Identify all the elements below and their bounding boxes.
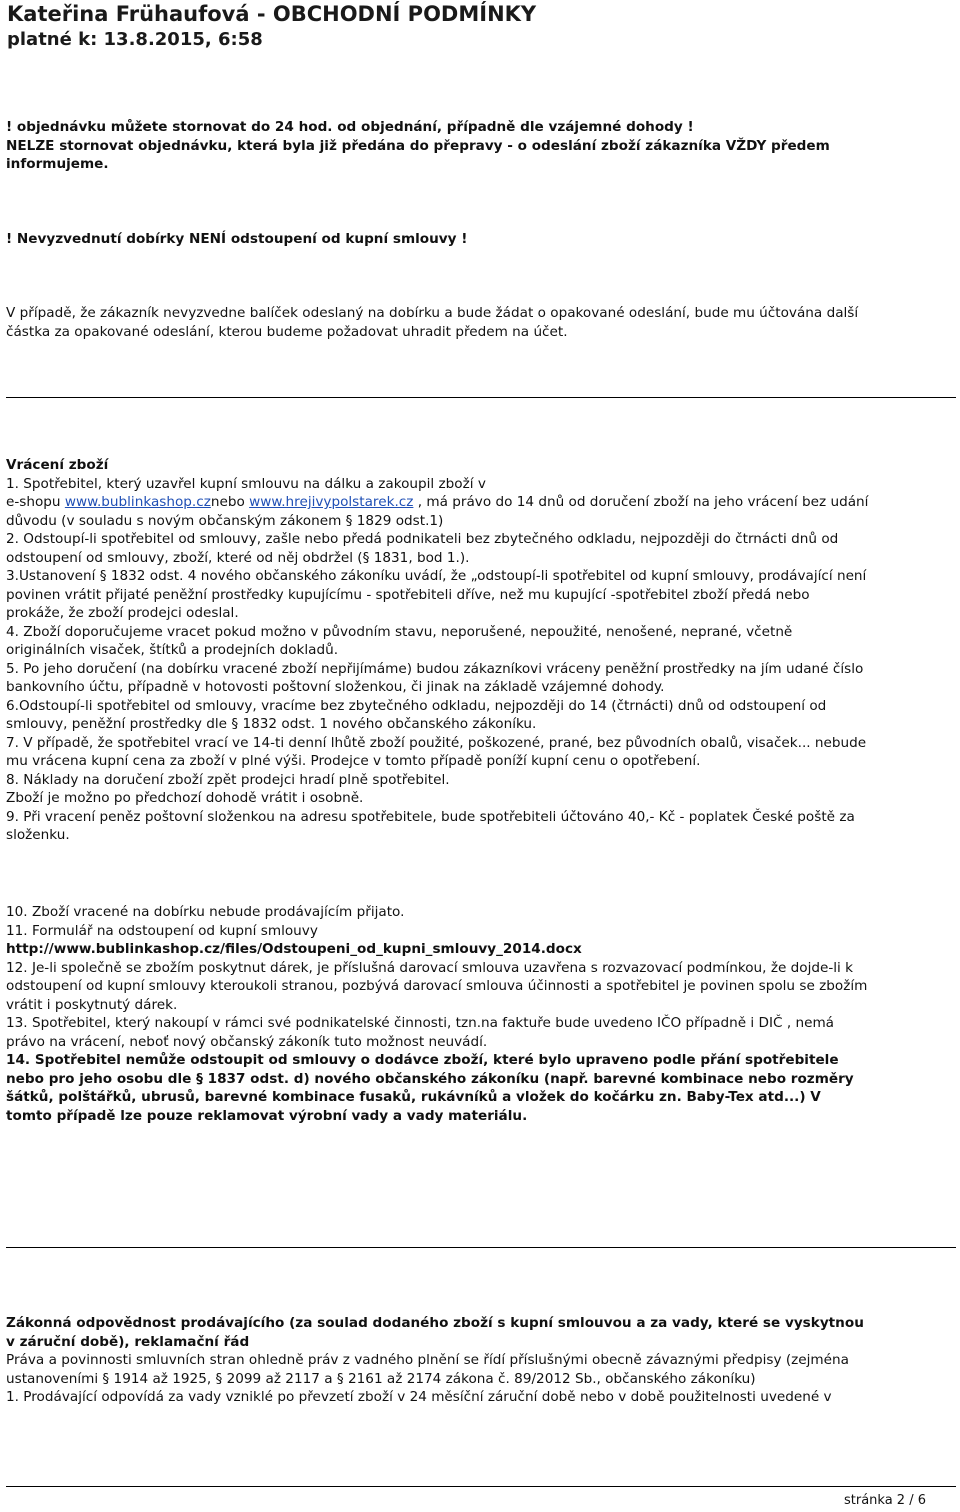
returns-line-links bbox=[6, 493, 956, 512]
page-number: stránka 2 / 6 bbox=[843, 1493, 926, 1508]
liability-heading: Zákonná odpovědnost prodávajícího (za soulad dodaného zboží s kupní smlouvou a za vady, které se vyskytnou bbox=[6, 1315, 864, 1331]
cod-paragraph-line: V případě, že zákazník nevyzvedne balíček odeslaný na dobírku a bude žádat o opakované odeslání, bude mu účtována další bbox=[6, 305, 859, 321]
returns-bold-line: tomto případě lze pouze reklamovat výrobní vady a vady materiálu. bbox=[6, 1107, 528, 1124]
returns-line: 9. Při vracení peněz poštovní složenkou na adresu spotřebitele, bude spotřebiteli účtováno 40,- Kč - poplatek České poště za bbox=[6, 808, 855, 825]
cod-notice bbox=[6, 230, 956, 249]
returns-line: 13. Spotřebitel, který nakoupí v rámci své podnikatelské činnosti, tzn.na faktuře bude uvedeno IČO případně i DIČ , nemá bbox=[6, 1015, 835, 1031]
returns-line: 10. Zboží vracené na dobírku nebude prodávajícím přijato. bbox=[6, 904, 405, 920]
returns-line: originálních visaček, štítků a prodejních dokladů. bbox=[6, 642, 339, 658]
section-divider bbox=[6, 1247, 956, 1248]
returns-bold-line: 14. Spotřebitel nemůže odstoupit od smlouvy o dodávce zboží, které bylo upraveno podle přání spotřebitele bbox=[6, 1052, 839, 1068]
returns-heading: Vrácení zboží bbox=[6, 457, 109, 473]
liability-line: Práva a povinnosti smluvních stran ohledně práv z vadného plnění se řídí příslušnými obecně závaznými předpisy (zejména bbox=[6, 1352, 849, 1368]
returns-line: Zboží je možno po předchozí dohodě vrátit i osobně. bbox=[6, 790, 364, 806]
bublinkashop-link[interactable]: www.bublinkashop.cz bbox=[64, 494, 211, 510]
returns-line: složenku. bbox=[6, 827, 70, 843]
cancellation-line: NELZE stornovat objednávku, která byla již předána do přepravy - o odeslání zboží zákazníka VŽDY předem bbox=[6, 137, 830, 154]
returns-bold-line: šátků, polštářků, ubrusů, barevné kombinace fusaků, rukávníků a vložek do kočárku zn. Baby-Tex atd...) V bbox=[6, 1089, 821, 1105]
returns-text: e-shopu bbox=[6, 494, 65, 510]
liability-line: 1. Prodávající odpovídá za vady vzniklé po převzetí zboží v 24 měsíční záruční době nebo v době použitelnosti uvedené v bbox=[6, 1389, 832, 1405]
returns-line: bankovního účtu, případně v hotovosti poštovní složenkou, či jinak na základě vzájemné dohody. bbox=[6, 679, 665, 695]
returns-text: nebo bbox=[210, 494, 250, 510]
returns-line: mu vrácena kupní cena za zboží v plné výši. Prodejce v tomto případě poníží kupní cenu o opotřebení. bbox=[6, 753, 701, 769]
returns-section bbox=[6, 456, 956, 845]
section-divider bbox=[6, 397, 956, 398]
returns-line: důvodu (v souladu s novým občanským zákonem § 1829 odst.1) bbox=[6, 512, 444, 529]
returns-line: 12. Je-li společně se zbožím poskytnut dárek, je příslušná darovací smlouva uzavřena s rozvazovací podmínkou, že dojde-li k bbox=[6, 959, 853, 976]
returns-line: odstoupení od kupní smlouvy kteroukoli stranou, pozbývá darovací smlouva účinnosti a spotřebitel je povinen spolu se zbožím bbox=[6, 978, 868, 994]
returns-line: 4. Zboží doporučujeme vracet pokud možno v původním stavu, neporušené, nepoužité, nenošené, neprané, včetně bbox=[6, 623, 793, 640]
returns-line: povinen vrátit přijaté peněžní prostředky kupujícímu - spotřebiteli dříve, než mu kupující -spotřebitel zboží předá nebo bbox=[6, 586, 810, 603]
footer-divider bbox=[6, 1486, 956, 1487]
returns-line: prokáže, že zboží prodejci odeslal. bbox=[6, 605, 239, 621]
returns-line: odstoupení od smlouvy, zboží, které od něj obdržel (§ 1831, bod 1.). bbox=[6, 549, 470, 566]
returns-line: 1. Spotřebitel, který uzavřel kupní smlouvu na dálku a zakoupil zboží v bbox=[6, 475, 486, 492]
returns-line: 7. V případě, že spotřebitel vrací ve 14-ti denní lhůtě zboží použité, poškozené, prané, bez původních obalů, visaček... nebude bbox=[6, 734, 867, 751]
hrejivypolstarek-link[interactable]: www.hrejivypolstarek.cz bbox=[249, 494, 414, 510]
returns-line: 5. Po jeho doručení (na dobírku vracené zboží nepřijímáme) budou zákazníkovi vráceny peněžní prostředky na jím udané číslo bbox=[6, 660, 864, 677]
cancellation-line: ! objednávku můžete stornovat do 24 hod. od objednání, případně dle vzájemné dohody ! bbox=[6, 119, 694, 135]
withdrawal-form-url: http://www.bublinkashop.cz/files/Odstoupeni_od_kupni_smlouvy_2014.docx bbox=[6, 941, 582, 957]
returns-line: 2. Odstoupí-li spotřebitel od smlouvy, zašle nebo předá podnikateli bez zbytečného odkladu, nejpozději do čtrnácti dnů od bbox=[6, 531, 839, 547]
returns-section-continued bbox=[6, 903, 956, 1125]
returns-line: 8. Náklady na doručení zboží zpět prodejci hradí plně spotřebitel. bbox=[6, 771, 450, 788]
returns-line: 3.Ustanovení § 1832 odst. 4 nového občanského zákoníku uvádí, že „odstoupí-li spotřebitel od kupní smlouvy, prodávající není bbox=[6, 568, 867, 584]
returns-line: právo na vrácení, neboť nový občanský zákoník tuto možnost neuvádí. bbox=[6, 1033, 488, 1050]
liability-section bbox=[6, 1314, 956, 1407]
returns-line: 11. Formulář na odstoupení od kupní smlouvy bbox=[6, 922, 318, 939]
cancellation-notice bbox=[6, 118, 956, 174]
cancellation-line: informujeme. bbox=[6, 156, 109, 172]
document-title: Kateřina Frühaufová - OBCHODNÍ PODMÍNKY bbox=[7, 2, 537, 26]
returns-text: , má právo do 14 dnů od doručení zboží na jeho vrácení bez udání bbox=[413, 494, 869, 510]
returns-line: vrátit i poskytnutý dárek. bbox=[6, 996, 178, 1013]
liability-line: ustanoveními § 1914 až 1925, § 2099 až 2117 a § 2161 až 2174 zákona č. 89/2012 Sb., občanského zákoníku) bbox=[6, 1370, 756, 1387]
cod-paragraph-line: částka za opakované odeslání, kterou budeme požadovat uhradit předem na účet. bbox=[6, 323, 568, 340]
cod-notice-text: ! Nevyzvednutí dobírky NENÍ odstoupení od kupní smlouvy ! bbox=[6, 231, 468, 247]
valid-from-date: platné k: 13.8.2015, 6:58 bbox=[7, 29, 263, 50]
returns-line: smlouvy, peněžní prostředky dle § 1832 odst. 1 nového občanského zákoníku. bbox=[6, 716, 537, 732]
returns-line: 6.Odstoupí-li spotřebitel od smlouvy, vracíme bez zbytečného odkladu, nejpozději do 14 (čtrnácti) dnů od odstoupení od bbox=[6, 697, 827, 714]
cod-paragraph bbox=[6, 304, 956, 341]
liability-heading: v záruční době), reklamační řád bbox=[6, 1333, 250, 1350]
returns-bold-line: nebo pro jeho osobu dle § 1837 odst. d) nového občanského zákoníku (např. barevné kombinace nebo rozměry bbox=[6, 1070, 854, 1087]
